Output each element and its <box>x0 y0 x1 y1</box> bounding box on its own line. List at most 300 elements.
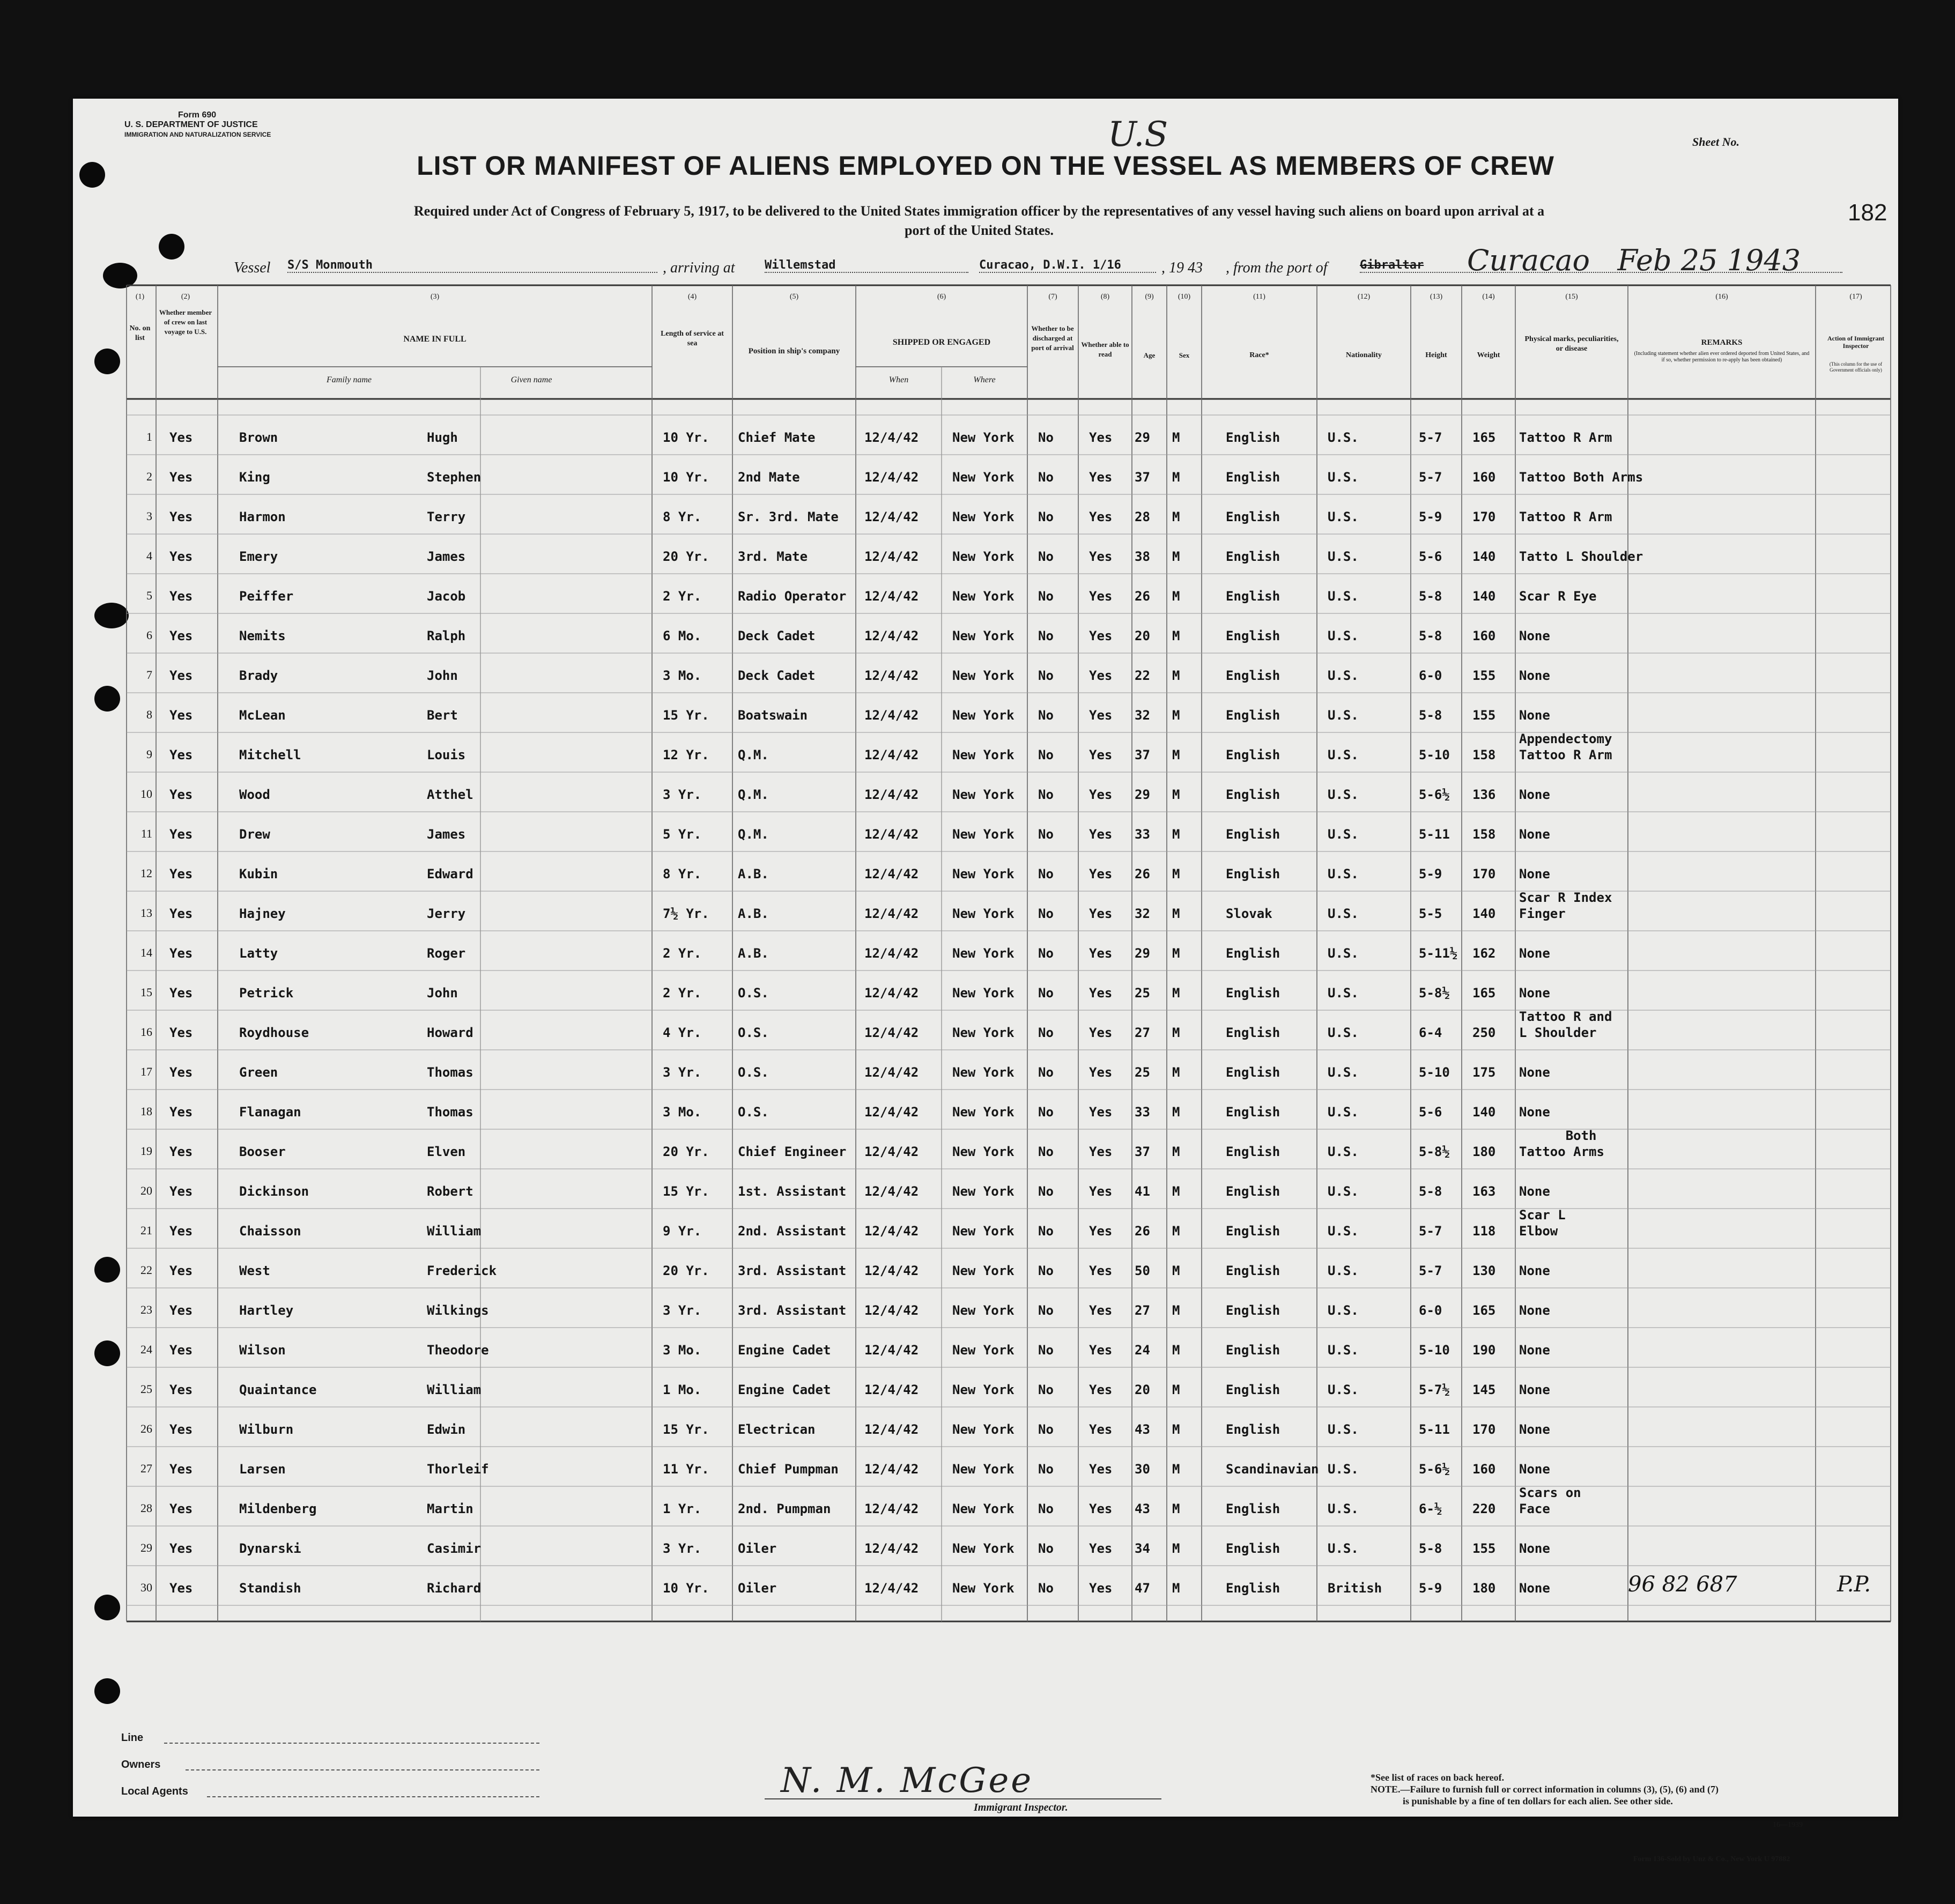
physical-marks: None <box>1519 1462 1550 1477</box>
position: 3rd. Assistant <box>738 1303 847 1318</box>
family-name: McLean <box>239 708 286 723</box>
family-name: Roydhouse <box>239 1025 309 1040</box>
sex: M <box>1172 628 1180 643</box>
col4-number: (4) <box>687 293 697 301</box>
crew-last-voyage: Yes <box>169 708 193 723</box>
position: Boatswain <box>738 708 808 723</box>
row-number: 6 <box>146 628 152 642</box>
nationality: U.S. <box>1328 1105 1359 1120</box>
shipped-when: 12/4/42 <box>864 470 919 485</box>
sex: M <box>1172 1224 1180 1239</box>
col17-number: (17) <box>1849 293 1862 301</box>
given-name: Thorleif <box>427 1462 489 1477</box>
height: 6-4 <box>1419 1025 1442 1040</box>
length-of-service: 20 Yr. <box>663 549 709 564</box>
row-number: 1 <box>146 430 152 443</box>
physical-marks: Scar R Eye <box>1519 589 1597 604</box>
shipped-where: New York <box>952 1263 1014 1278</box>
physical-marks: None <box>1519 827 1550 842</box>
position: 3rd. Mate <box>738 549 808 564</box>
col8-number: (8) <box>1100 293 1110 301</box>
row-number: 17 <box>140 1065 152 1078</box>
col12-label: Nationality <box>1346 351 1382 359</box>
shipped-where: New York <box>952 827 1014 842</box>
discharged: No <box>1038 708 1054 723</box>
col9-number: (9) <box>1145 293 1154 301</box>
able-to-read: Yes <box>1089 906 1113 921</box>
crew-last-voyage: Yes <box>169 747 193 762</box>
given-name: Frederick <box>427 1263 497 1278</box>
physical-marks: None <box>1519 1343 1550 1358</box>
arrival-year: , 19 43 <box>1161 260 1203 276</box>
length-of-service: 11 Yr. <box>663 1462 709 1477</box>
col15-number: (15) <box>1565 293 1578 301</box>
age: 26 <box>1135 1224 1150 1239</box>
col14-number: (14) <box>1482 293 1495 301</box>
length-of-service: 3 Yr. <box>663 1303 702 1318</box>
length-of-service: 20 Yr. <box>663 1144 709 1159</box>
sex: M <box>1172 1144 1180 1159</box>
shipped-where: New York <box>952 1224 1014 1239</box>
weight: 155 <box>1472 668 1496 683</box>
able-to-read: Yes <box>1089 986 1113 1001</box>
weight: 136 <box>1472 787 1496 802</box>
age: 34 <box>1135 1541 1150 1556</box>
length-of-service: 1 Mo. <box>663 1382 702 1397</box>
age: 29 <box>1135 946 1150 961</box>
race: English <box>1226 1343 1280 1358</box>
discharged: No <box>1038 1422 1054 1437</box>
family-name: Dickinson <box>239 1184 309 1199</box>
length-of-service: 2 Yr. <box>663 589 702 604</box>
able-to-read: Yes <box>1089 589 1113 604</box>
weight: 155 <box>1472 708 1496 723</box>
crew-last-voyage: Yes <box>169 470 193 485</box>
shipped-where: New York <box>952 589 1014 604</box>
length-of-service: 5 Yr. <box>663 827 702 842</box>
shipped-when: 12/4/42 <box>864 1144 919 1159</box>
nationality: U.S. <box>1328 986 1359 1001</box>
family-name: Drew <box>239 827 270 842</box>
able-to-read: Yes <box>1089 1263 1113 1278</box>
page-title: LIST OR MANIFEST OF ALIENS EMPLOYED ON THE VESSEL AS MEMBERS OF CREW <box>417 151 1554 181</box>
nationality: U.S. <box>1328 668 1359 683</box>
able-to-read: Yes <box>1089 827 1113 842</box>
weight: 162 <box>1472 946 1496 961</box>
col4-label: Length of service at sea <box>661 330 724 347</box>
race: English <box>1226 1065 1280 1080</box>
nationality: U.S. <box>1328 1263 1359 1278</box>
family-name: Harmon <box>239 509 286 524</box>
sex: M <box>1172 549 1180 564</box>
able-to-read: Yes <box>1089 866 1113 881</box>
shipped-when: 12/4/42 <box>864 1263 919 1278</box>
discharged: No <box>1038 668 1054 683</box>
given-name: John <box>427 668 458 683</box>
shipped-where: New York <box>952 668 1014 683</box>
row-number: 15 <box>140 986 152 999</box>
shipped-where: New York <box>952 1184 1014 1199</box>
nationality: U.S. <box>1328 1422 1359 1437</box>
nationality: U.S. <box>1328 1462 1359 1477</box>
crew-last-voyage: Yes <box>169 1025 193 1040</box>
position: O.S. <box>738 986 769 1001</box>
position: Deck Cadet <box>738 668 816 683</box>
length-of-service: 2 Yr. <box>663 986 702 1001</box>
discharged: No <box>1038 946 1054 961</box>
physical-marks: None <box>1519 1184 1550 1199</box>
given-name: Theodore <box>427 1343 489 1358</box>
discharged: No <box>1038 1303 1054 1318</box>
race: English <box>1226 1501 1280 1516</box>
family-name: Latty <box>239 946 278 961</box>
physical-marks: Tattoo R Arm <box>1519 509 1612 524</box>
sex: M <box>1172 1462 1180 1477</box>
age: 20 <box>1135 1382 1150 1397</box>
col3-label: NAME IN FULL <box>403 335 466 344</box>
shipped-where: New York <box>952 1343 1014 1358</box>
length-of-service: 10 Yr. <box>663 430 709 445</box>
length-of-service: 8 Yr. <box>663 509 702 524</box>
height: 5-10 <box>1419 747 1450 762</box>
shipped-where: New York <box>952 1581 1014 1596</box>
weight: 140 <box>1472 549 1496 564</box>
shipped-where: New York <box>952 509 1014 524</box>
col6-number: (6) <box>937 293 946 301</box>
physical-marks: None <box>1519 668 1550 683</box>
position: Chief Pumpman <box>738 1462 839 1477</box>
length-of-service: 15 Yr. <box>663 1184 709 1199</box>
row-number: 18 <box>140 1105 152 1118</box>
position: O.S. <box>738 1105 769 1120</box>
crew-last-voyage: Yes <box>169 1581 193 1596</box>
physical-marks: None <box>1519 787 1550 802</box>
length-of-service: 3 Yr. <box>663 1541 702 1556</box>
crew-last-voyage: Yes <box>169 1501 193 1516</box>
age: 47 <box>1135 1581 1150 1596</box>
weight: 130 <box>1472 1263 1496 1278</box>
col15-label: Physical marks, peculiarities, or disease <box>1524 335 1619 353</box>
age: 38 <box>1135 549 1150 564</box>
able-to-read: Yes <box>1089 668 1113 683</box>
race: English <box>1226 668 1280 683</box>
able-to-read: Yes <box>1089 787 1113 802</box>
physical-marks: Tatto L Shoulder <box>1519 549 1643 564</box>
race: English <box>1226 1224 1280 1239</box>
physical-marks: Finger <box>1519 906 1566 921</box>
shipped-when: 12/4/42 <box>864 787 919 802</box>
race: English <box>1226 509 1280 524</box>
sex: M <box>1172 1581 1180 1596</box>
shipped-where: New York <box>952 1541 1014 1556</box>
physical-marks: None <box>1519 628 1550 643</box>
shipped-when: 12/4/42 <box>864 509 919 524</box>
shipped-when: 12/4/42 <box>864 1105 919 1120</box>
position: Engine Cadet <box>738 1382 831 1397</box>
col9-label: Age <box>1143 351 1156 359</box>
given-name: Richard <box>427 1581 482 1596</box>
race: English <box>1226 866 1280 881</box>
crew-last-voyage: Yes <box>169 1144 193 1159</box>
shipped-where: New York <box>952 1025 1014 1040</box>
col11-number: (11) <box>1253 293 1265 301</box>
race: English <box>1226 1025 1280 1040</box>
given-name: John <box>427 986 458 1001</box>
position: Radio Operator <box>738 589 847 604</box>
height: 5-8 <box>1419 1184 1442 1199</box>
family-name: Wilburn <box>239 1422 294 1437</box>
able-to-read: Yes <box>1089 470 1113 485</box>
shipped-when: 12/4/42 <box>864 906 919 921</box>
row-number: 25 <box>140 1382 152 1396</box>
able-to-read: Yes <box>1089 549 1113 564</box>
physical-marks-line1: Scar L <box>1519 1207 1566 1223</box>
race: English <box>1226 1382 1280 1397</box>
family-name: Flanagan <box>239 1105 301 1120</box>
height: 6-½ <box>1419 1501 1442 1516</box>
col5-number: (5) <box>789 293 799 301</box>
shipped-where: New York <box>952 1303 1014 1318</box>
weight: 140 <box>1472 1105 1496 1120</box>
weight: 180 <box>1472 1144 1496 1159</box>
discharged: No <box>1038 1065 1054 1080</box>
shipped-when: 12/4/42 <box>864 1501 919 1516</box>
length-of-service: 20 Yr. <box>663 1263 709 1278</box>
sex: M <box>1172 1263 1180 1278</box>
nationality: U.S. <box>1328 470 1359 485</box>
crew-last-voyage: Yes <box>169 906 193 921</box>
race: English <box>1226 1541 1280 1556</box>
discharged: No <box>1038 1343 1054 1358</box>
length-of-service: 8 Yr. <box>663 866 702 881</box>
shipped-where: New York <box>952 1382 1014 1397</box>
family-name: Kubin <box>239 866 278 881</box>
race: English <box>1226 747 1280 762</box>
length-of-service: 2 Yr. <box>663 946 702 961</box>
length-of-service: 3 Yr. <box>663 1065 702 1080</box>
weight: 180 <box>1472 1581 1496 1596</box>
height: 5-10 <box>1419 1065 1450 1080</box>
row-number: 24 <box>140 1343 152 1356</box>
physical-marks: Tattoo Both Arms <box>1519 470 1643 485</box>
length-of-service: 1 Yr. <box>663 1501 702 1516</box>
row-number: 12 <box>140 866 152 880</box>
col17-sublabel: (This column for the use of Government officials only) <box>1829 361 1883 373</box>
crew-last-voyage: Yes <box>169 1105 193 1120</box>
able-to-read: Yes <box>1089 708 1113 723</box>
age: 37 <box>1135 1144 1150 1159</box>
weight: 165 <box>1472 1303 1496 1318</box>
height: 5-9 <box>1419 866 1442 881</box>
sex: M <box>1172 708 1180 723</box>
crew-last-voyage: Yes <box>169 430 193 445</box>
length-of-service: 12 Yr. <box>663 747 709 762</box>
discharged: No <box>1038 1501 1054 1516</box>
shipped-where: New York <box>952 549 1014 564</box>
given-name: William <box>427 1382 482 1397</box>
sheet-number: 182 <box>1848 199 1887 226</box>
sex: M <box>1172 866 1180 881</box>
position: Electrican <box>738 1422 816 1437</box>
col17-label: Action of Immigrant Inspector <box>1827 335 1884 350</box>
family-name: Peiffer <box>239 589 294 604</box>
nationality: U.S. <box>1328 509 1359 524</box>
weight: 220 <box>1472 1501 1496 1516</box>
shipped-when: 12/4/42 <box>864 589 919 604</box>
shipped-when: 12/4/42 <box>864 1343 919 1358</box>
height: 6-0 <box>1419 668 1442 683</box>
when-header: When <box>888 375 909 384</box>
penalty-note: NOTE.—Failure to furnish full or correct information in columns (3), (5), (6) and (7) <box>1371 1784 1719 1795</box>
height: 5-7½ <box>1419 1382 1450 1397</box>
height: 5-7 <box>1419 1224 1442 1239</box>
remarks: 96 82 687 <box>1628 1572 1737 1597</box>
nationality: U.S. <box>1328 1382 1359 1397</box>
age: 33 <box>1135 827 1150 842</box>
given-name: Terry <box>427 509 466 524</box>
nationality: U.S. <box>1328 1501 1359 1516</box>
position: O.S. <box>738 1065 769 1080</box>
discharged: No <box>1038 1184 1054 1199</box>
from-port: Gibraltar <box>1360 258 1842 273</box>
position: O.S. <box>738 1025 769 1040</box>
age: 20 <box>1135 628 1150 643</box>
discharged: No <box>1038 747 1054 762</box>
family-name: Green <box>239 1065 278 1080</box>
row-number: 16 <box>140 1025 152 1039</box>
physical-marks: None <box>1519 1105 1550 1120</box>
length-of-service: 6 Mo. <box>663 628 702 643</box>
age: 27 <box>1135 1303 1150 1318</box>
agents-underline <box>207 1796 539 1797</box>
discharged: No <box>1038 628 1054 643</box>
physical-marks: None <box>1519 1382 1550 1397</box>
discharged: No <box>1038 1224 1054 1239</box>
physical-marks: Tattoo Arms <box>1519 1144 1604 1159</box>
race: English <box>1226 589 1280 604</box>
family-name: Standish <box>239 1581 301 1596</box>
race: English <box>1226 827 1280 842</box>
shipped-where: New York <box>952 628 1014 643</box>
nationality: U.S. <box>1328 1303 1359 1318</box>
row-number: 4 <box>146 549 152 562</box>
position: 3rd. Assistant <box>738 1263 847 1278</box>
col16-sublabel: (Including statement whether alien ever ordered deported from United States, and if so, whether permission to re-apply has been obtained) <box>1634 351 1810 363</box>
row-number: 23 <box>140 1303 152 1316</box>
height: 5-11 <box>1419 1422 1450 1437</box>
given-name: Hugh <box>427 430 458 445</box>
position: Q.M. <box>738 747 769 762</box>
discharged: No <box>1038 787 1054 802</box>
shipped-when: 12/4/42 <box>864 1025 919 1040</box>
shipped-when: 12/4/42 <box>864 986 919 1001</box>
shipped-when: 12/4/42 <box>864 866 919 881</box>
shipped-when: 12/4/42 <box>864 1581 919 1596</box>
row-number: 29 <box>140 1541 152 1554</box>
race: English <box>1226 470 1280 485</box>
family-name: Emery <box>239 549 278 564</box>
where-header: Where <box>973 375 996 384</box>
able-to-read: Yes <box>1089 1422 1113 1437</box>
family-name-header: Family name <box>327 375 372 384</box>
able-to-read: Yes <box>1089 946 1113 961</box>
given-name: Thomas <box>427 1065 473 1080</box>
race: English <box>1226 1184 1280 1199</box>
crew-last-voyage: Yes <box>169 1422 193 1437</box>
height: 5-8 <box>1419 589 1442 604</box>
position: 1st. Assistant <box>738 1184 847 1199</box>
able-to-read: Yes <box>1089 1025 1113 1040</box>
row-number: 26 <box>140 1422 152 1435</box>
weight: 140 <box>1472 589 1496 604</box>
nationality: U.S. <box>1328 1025 1359 1040</box>
age: 37 <box>1135 470 1150 485</box>
discharged: No <box>1038 430 1054 445</box>
row-number: 5 <box>146 589 152 602</box>
crew-last-voyage: Yes <box>169 1303 193 1318</box>
age: 33 <box>1135 1105 1150 1120</box>
height: 5-8 <box>1419 1541 1442 1556</box>
discharged: No <box>1038 827 1054 842</box>
able-to-read: Yes <box>1089 628 1113 643</box>
height: 5-7 <box>1419 430 1442 445</box>
discharged: No <box>1038 1263 1054 1278</box>
weight: 170 <box>1472 1422 1496 1437</box>
row-number: 3 <box>146 509 152 523</box>
shipped-when: 12/4/42 <box>864 1184 919 1199</box>
sex: M <box>1172 986 1180 1001</box>
shipped-where: New York <box>952 1462 1014 1477</box>
race: English <box>1226 628 1280 643</box>
shipped-when: 12/4/42 <box>864 1422 919 1437</box>
discharged: No <box>1038 470 1054 485</box>
able-to-read: Yes <box>1089 1065 1113 1080</box>
shipped-where: New York <box>952 1105 1014 1120</box>
inspector-action: P.P. <box>1837 1572 1871 1597</box>
weight: 175 <box>1472 1065 1496 1080</box>
row-number: 21 <box>140 1224 152 1237</box>
col10-label: Sex <box>1179 351 1190 359</box>
nationality: U.S. <box>1328 1541 1359 1556</box>
races-note: *See list of races on back hereof. <box>1371 1772 1505 1783</box>
position: Chief Engineer <box>738 1144 847 1159</box>
given-name: Jerry <box>427 906 466 921</box>
able-to-read: Yes <box>1089 509 1113 524</box>
age: 27 <box>1135 1025 1150 1040</box>
physical-marks-line1: Tattoo R and <box>1519 1009 1612 1024</box>
able-to-read: Yes <box>1089 1382 1113 1397</box>
nationality: U.S. <box>1328 708 1359 723</box>
sex: M <box>1172 827 1180 842</box>
sheet-label: Sheet No. <box>1692 135 1739 149</box>
age: 25 <box>1135 1065 1150 1080</box>
col16-number: (16) <box>1715 293 1728 301</box>
position: Oiler <box>738 1581 777 1596</box>
age: 37 <box>1135 747 1150 762</box>
weight: 160 <box>1472 470 1496 485</box>
sex: M <box>1172 1382 1180 1397</box>
given-name: Ralph <box>427 628 466 643</box>
position: A.B. <box>738 946 769 961</box>
race: English <box>1226 1303 1280 1318</box>
sex: M <box>1172 1025 1180 1040</box>
nationality: U.S. <box>1328 827 1359 842</box>
race: English <box>1226 1422 1280 1437</box>
age: 32 <box>1135 708 1150 723</box>
shipped-when: 12/4/42 <box>864 430 919 445</box>
able-to-read: Yes <box>1089 1343 1113 1358</box>
given-name: Thomas <box>427 1105 473 1120</box>
